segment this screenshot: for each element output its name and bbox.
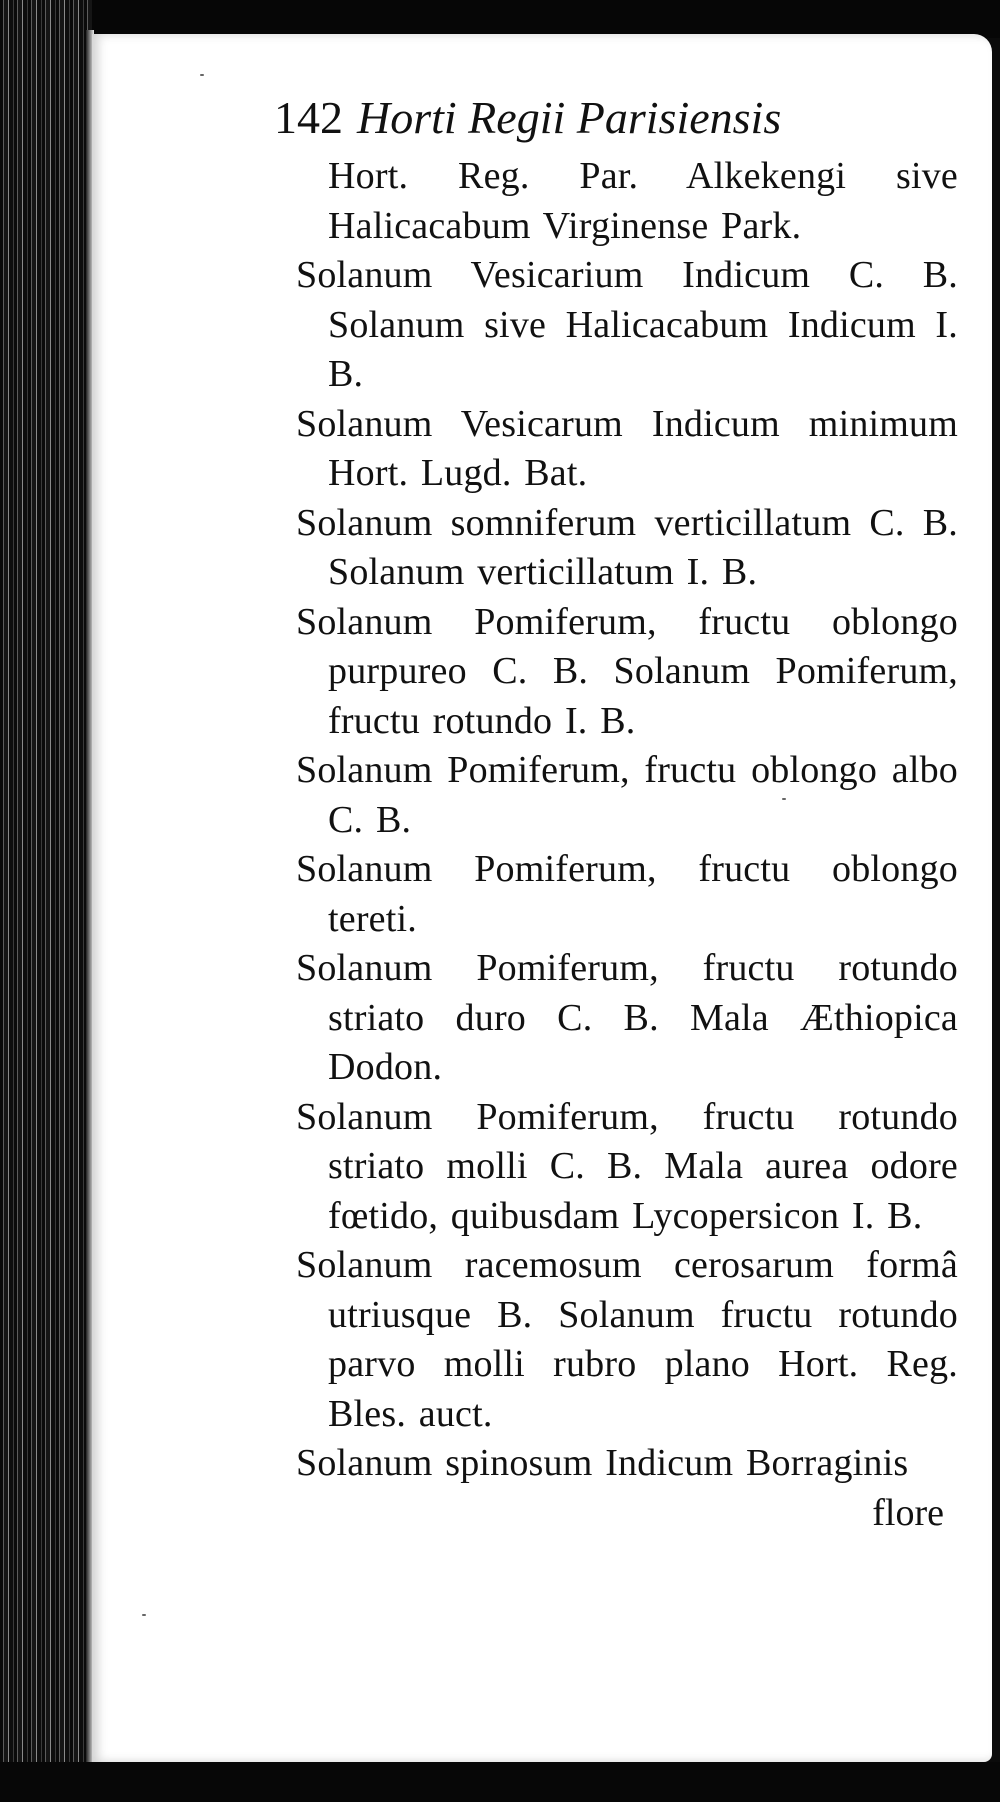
entry-continuation: Hort. Reg. Par. Alkekengi sive Halicacabum Virginense Park. bbox=[328, 155, 958, 247]
entry: Solanum Pomiferum, fructu oblongo tereti. bbox=[296, 848, 958, 940]
entry: Solanum racemosum cerosarum formâ utriusque B. Solanum fructu rotundo parvo molli rubro plano Hort. Reg. Bles. auct. bbox=[296, 1244, 958, 1435]
book-binding bbox=[0, 0, 92, 1802]
page-text bbox=[188, 88, 958, 1538]
entry: Solanum spinosum Indicum Borraginis bbox=[296, 1442, 909, 1484]
entry: Solanum Pomiferum, fructu oblongo purpureo C. B. Solanum Pomiferum, fructu rotundo I. B. bbox=[296, 600, 958, 742]
catchword: flore bbox=[872, 1491, 944, 1534]
paper-speck bbox=[200, 74, 204, 76]
entry: Solanum Pomiferum, fructu rotundo striato duro C. B. Mala Æthiopica Dodon. bbox=[296, 947, 958, 1088]
entry: Solanum Pomiferum, fructu rotundo striato molli C. B. Mala aurea odore fœtido, quibusdam Lycopersicon I. B. bbox=[296, 1095, 958, 1237]
top-shadow bbox=[0, 0, 1000, 38]
bottom-shadow bbox=[0, 1762, 1000, 1802]
paper-speck bbox=[142, 1614, 146, 1616]
entry: Solanum Vesicarum Indicum minimum Hort. Lugd. Bat. bbox=[296, 402, 958, 494]
running-title: Horti Regii Parisiensis bbox=[357, 92, 782, 143]
entry: Solanum Pomiferum, fructu oblongo albo C. B. bbox=[296, 749, 958, 841]
running-header bbox=[274, 88, 958, 152]
entry: Solanum somniferum verticillatum C. B. Solanum verticillatum I. B. bbox=[296, 501, 958, 593]
entry: Solanum Vesicarium Indicum C. B. Solanum sive Halicacabum Indicum I. B. bbox=[296, 254, 958, 395]
page-number: 142 bbox=[274, 92, 343, 143]
